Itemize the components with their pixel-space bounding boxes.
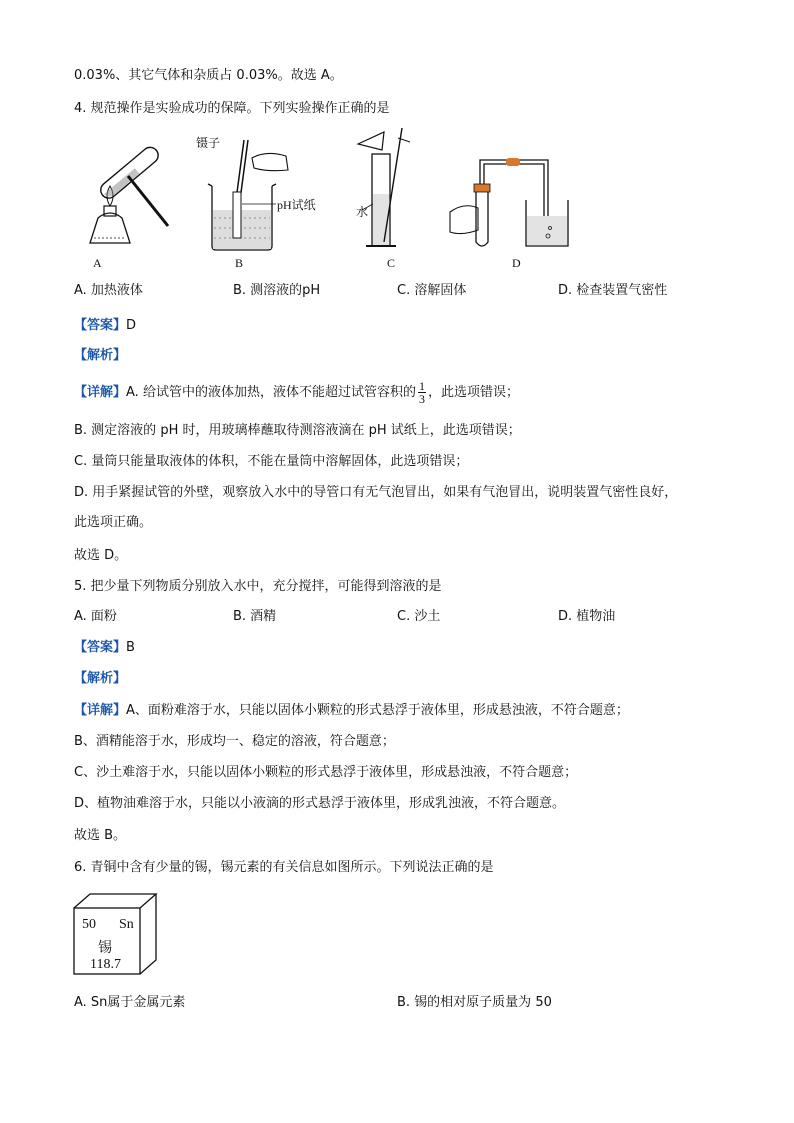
q5-option-a: A. 面粉 <box>74 609 117 624</box>
q4-answer-line <box>74 317 136 335</box>
q5-conclusion: 故选 B。 <box>74 828 127 843</box>
fraction-one-third <box>418 380 426 405</box>
fraction-denominator: 3 <box>418 392 425 406</box>
q4-detail-a-end: ，此选项错误； <box>427 385 519 400</box>
q5-option-c: C. 沙土 <box>397 609 441 624</box>
element-name: 锡 <box>98 941 112 956</box>
text-line: 0.03%、其它气体和杂质占 0.03%。故选 A。 <box>74 68 343 83</box>
q4-option-d: D. 检查装置气密性 <box>558 283 668 298</box>
q4-option-a: A. 加热液体 <box>74 283 143 298</box>
q4-detail-d: D. 用手紧握试管的外壁，观察放入水中的导管口有无气泡冒出，如果有气泡冒出，说明装置气密性良好， <box>74 485 678 500</box>
element-mass: 118.7 <box>90 957 121 972</box>
q5-detail-a <box>74 702 629 720</box>
q4-analysis-line <box>74 347 126 365</box>
figure-label-c: C <box>387 256 396 270</box>
detail-tag: 【详解】 <box>74 703 127 718</box>
figure-dissolve-solid <box>354 124 424 256</box>
figure-label-b: B <box>235 256 244 270</box>
q4-answer: D <box>126 318 137 333</box>
q5-detail-c: C、沙土难溶于水，只能以固体小颗粒的形式悬浮于液体里，形成悬浊液，不符合题意； <box>74 765 578 780</box>
figure-check-airtightness <box>444 150 574 254</box>
label-tweezers: 镊子 <box>196 136 221 150</box>
figure-heating-liquid <box>80 128 190 258</box>
q5-answer: B <box>126 640 135 655</box>
question-4: 4. 规范操作是实验成功的保障。下列实验操作正确的是 <box>74 101 390 116</box>
analysis-tag: 【解析】 <box>74 348 127 363</box>
label-ph-paper: pH试纸 <box>277 198 316 212</box>
question-6: 6. 青铜中含有少量的锡，锡元素的有关信息如图所示。下列说法正确的是 <box>74 860 494 875</box>
q5-detail-a-text: A、面粉难溶于水，只能以固体小颗粒的形式悬浮于液体里，形成悬浊液，不符合题意； <box>126 703 629 718</box>
q4-detail-c: C. 量筒只能量取液体的体积，不能在量筒中溶解固体，此选项错误； <box>74 454 469 469</box>
analysis-tag: 【解析】 <box>74 671 127 686</box>
q5-option-d: D. 植物油 <box>558 609 616 624</box>
fraction-numerator: 1 <box>418 379 425 393</box>
q4-detail-a-text: A. 给试管中的液体加热，液体不能超过试管容积的 <box>126 385 416 400</box>
answer-tag: 【答案】 <box>74 318 127 333</box>
q4-option-c: C. 溶解固体 <box>397 283 467 298</box>
q4-detail-d-cont: 此选项正确。 <box>74 515 153 530</box>
q4-option-b: B. 测溶液的pH <box>233 283 321 298</box>
q5-detail-d: D、植物油难溶于水，只能以小液滴的形式悬浮于液体里，形成乳浊液，不符合题意。 <box>74 796 566 811</box>
q5-analysis-line <box>74 670 126 688</box>
element-number: 50 <box>82 917 96 932</box>
q4-conclusion: 故选 D。 <box>74 548 128 563</box>
answer-tag: 【答案】 <box>74 640 127 655</box>
figure-label-a: A <box>93 256 102 270</box>
q6-option-b: B. 锡的相对原子质量为 50 <box>397 995 552 1010</box>
detail-tag: 【详解】 <box>74 385 127 400</box>
figure-label-d: D <box>512 256 521 270</box>
q6-option-a: A. Sn属于金属元素 <box>74 995 186 1010</box>
question-5: 5. 把少量下列物质分别放入水中，充分搅拌，可能得到溶液的是 <box>74 579 442 594</box>
q4-detail-b: B. 测定溶液的 pH 时，用玻璃棒蘸取待测溶液滴在 pH 试纸上，此选项错误； <box>74 423 521 438</box>
q5-detail-b: B、酒精能溶于水，形成均一、稳定的溶液，符合题意； <box>74 734 395 749</box>
q5-answer-line <box>74 639 135 657</box>
q4-detail-a <box>74 378 519 408</box>
element-symbol: Sn <box>119 917 134 932</box>
q5-option-b: B. 酒精 <box>233 609 277 624</box>
label-water: 水 <box>356 205 369 219</box>
